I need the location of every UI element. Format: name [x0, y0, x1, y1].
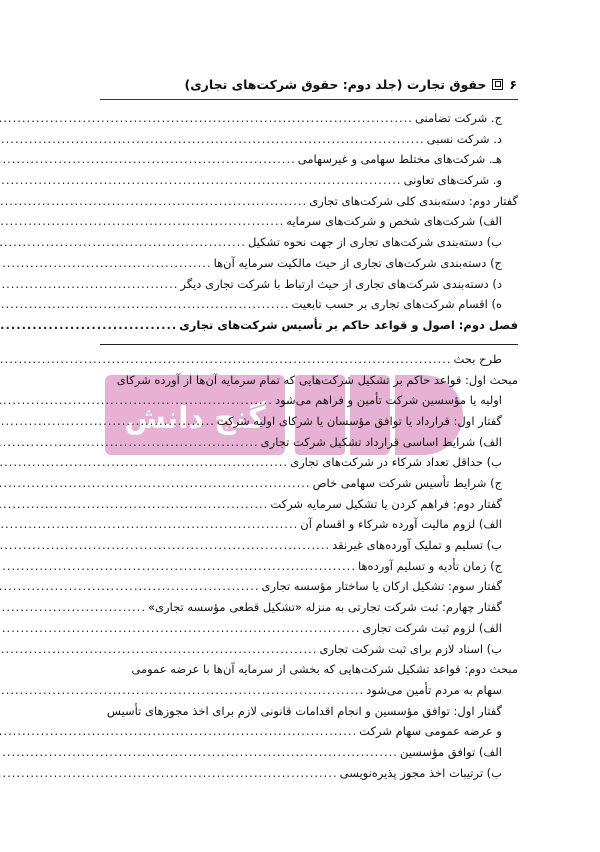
toc-entry-title: طرح بحث [453, 351, 502, 366]
page-number: ۶ [509, 76, 517, 92]
toc-entry [100, 108, 518, 129]
toc-entry [100, 349, 518, 370]
dot-leader [0, 535, 330, 556]
dot-leader [0, 191, 307, 212]
toc-entry-title: ج. شرکت تضامنی [414, 111, 502, 125]
toc-entry-title: الف) لزوم مالیت آورده شرکاء و اقسام آن [300, 517, 502, 532]
toc-entry [100, 659, 518, 680]
dot-leader [0, 639, 317, 660]
dot-leader [0, 149, 296, 170]
dot-leader [0, 721, 357, 742]
toc-entry [100, 473, 518, 494]
toc-entry-title: د. شرکت نسبی [426, 131, 502, 146]
toc-entry-title: و. شرکت‌های تعاونی [403, 173, 502, 188]
toc-entry [100, 701, 518, 722]
dot-leader [0, 473, 311, 494]
toc-entry [100, 149, 518, 170]
toc-entry [100, 232, 518, 253]
toc-entry [100, 170, 518, 191]
toc-entry [100, 680, 518, 701]
dot-leader [0, 742, 398, 763]
header-rule [100, 99, 518, 100]
toc-entry [100, 294, 518, 315]
dot-leader [0, 274, 178, 295]
dot-leader [0, 108, 413, 129]
table-of-contents [100, 108, 518, 783]
toc-entry-title: ب) حداقل تعداد شرکاء در شرکت‌های تجاری [290, 455, 502, 470]
toc-entry-title: ب) اسناد لازم برای ثبت شرکت تجاری [319, 641, 502, 656]
toc-entry-title: ج) دسته‌بندی شرکت‌های تجاری از حیث مالکیت سرمایه آن‌ها [213, 255, 502, 270]
toc-entry-title: مبحث دوم: قواعد تشکیل شرکت‌هایی که بخشی از سرمایه آن‌ها با عرضه عمومی [131, 662, 518, 677]
dot-leader [0, 452, 288, 473]
toc-entry [100, 742, 518, 763]
dot-leader [0, 390, 273, 411]
toc-entry [100, 639, 518, 660]
toc-entry-title: ب) تسلیم و تملیک آورده‌های غیرنقد [332, 538, 502, 553]
toc-entry [100, 370, 518, 391]
toc-entry [100, 597, 518, 618]
dot-leader [0, 294, 290, 315]
ornament-icon [492, 79, 503, 90]
dot-leader [0, 411, 215, 432]
toc-entry [100, 763, 518, 784]
dot-leader [0, 494, 268, 515]
toc-entry [100, 576, 518, 597]
dot-leader [0, 514, 298, 535]
dot-leader [0, 232, 246, 253]
toc-entry [100, 253, 518, 274]
toc-entry-title: گفتار دوم: فراهم کردن یا تشکیل سرمایه شرکت [270, 496, 502, 511]
dot-leader [0, 556, 356, 577]
dot-leader [0, 349, 452, 370]
toc-entry-title: الف) لزوم ثبت شرکت تجاری [362, 620, 502, 635]
toc-entry [100, 191, 518, 212]
dot-leader [0, 253, 212, 274]
toc-entry-title: گفتار سوم: تشکیل ارکان یا ساختار مؤسسه تجاری [261, 579, 502, 594]
dot-leader [0, 618, 360, 639]
toc-entry-title: گفتار دوم: دسته‌بندی کلی شرکت‌های تجاری [309, 193, 518, 208]
watermark-text: گنج دانش [124, 401, 266, 436]
toc-entry [100, 211, 518, 232]
dot-leader [0, 576, 260, 597]
toc-entry-title: گفتار اول: قرارداد یا توافق مؤسسان یا شرکای اولیه شرکت [216, 413, 502, 428]
dot-leader [0, 211, 284, 232]
toc-entry [100, 556, 518, 577]
toc-entry [100, 452, 518, 473]
toc-entry-title: هـ. شرکت‌های مختلط سهامی و غیرسهامی [297, 152, 502, 167]
toc-entry [100, 618, 518, 639]
dot-leader [0, 129, 425, 150]
toc-entry [100, 129, 518, 150]
dot-leader [0, 315, 177, 336]
chapter-heading [100, 315, 518, 345]
toc-entry-title: د) دسته‌بندی شرکت‌های تجاری از حیث ارتباط با شرکت تجاری دیگر [180, 276, 502, 291]
toc-entry-title: گفتار اول: توافق مؤسسین و انجام اقدامات قانونی لازم برای اخذ مجوزهای تأسیس [106, 703, 502, 718]
toc-entry-title: ب) ترتیبات اخذ مجوز پذیره‌نویسی [339, 765, 502, 780]
toc-entry-title: الف) شرکت‌های شخص و شرکت‌های سرمایه [286, 214, 502, 229]
book-title: حقوق تجارت (جلد دوم: حقوق شرکت‌های تجاری) [184, 76, 487, 92]
toc-entry-title: اولیه یا مؤسسین شرکت تأمین و فراهم می‌شود [275, 393, 502, 408]
running-head [77, 71, 517, 97]
toc-entry [100, 494, 518, 515]
dot-leader [0, 680, 364, 701]
toc-entry-title: ب) دسته‌بندی شرکت‌های تجاری از جهت نحوه تشکیل [247, 235, 502, 250]
toc-entry [100, 411, 518, 432]
toc-entry [100, 535, 518, 556]
dot-leader [0, 170, 402, 191]
toc-entry-title: مبحث اول: قواعد حاکم بر تشکیل شرکت‌هایی که تمام سرمایه آن‌ها از آورده شرکای [116, 372, 518, 387]
toc-entry-title: الف) شرایط اساسی قرارداد تشکیل شرکت تجاری [260, 434, 502, 449]
toc-entry [100, 721, 518, 742]
toc-entry-title: گفتار چهارم: ثبت شرکت تجارتی به منزله «تشکیل قطعی مؤسسه تجاری» [148, 600, 502, 615]
toc-entry-title: ج) شرایط تأسیس شرکت سهامی خاص [312, 476, 502, 490]
toc-entry-title: الف) توافق مؤسسین [399, 744, 502, 759]
dot-leader [0, 432, 259, 453]
toc-entry-title: ج) زمان تأدیه و تسلیم آورده‌ها [357, 558, 502, 573]
toc-entry [100, 274, 518, 295]
chapter-title: فصل دوم: اصول و قواعد حاکم بر تأسیس شرکت‌های تجاری [179, 317, 518, 332]
dot-leader [0, 597, 146, 618]
toc-entry-title: و عرضه عمومی سهام شرکت [359, 724, 502, 739]
toc-entry [100, 432, 518, 453]
toc-entry-title: سهام به مردم تأمین می‌شود [366, 682, 502, 697]
toc-entry [100, 390, 518, 411]
toc-entry-title: ه) اقسام شرکت‌های تجاری بر حسب تابعیت [291, 297, 502, 312]
toc-entry [100, 514, 518, 535]
dot-leader [0, 763, 338, 784]
